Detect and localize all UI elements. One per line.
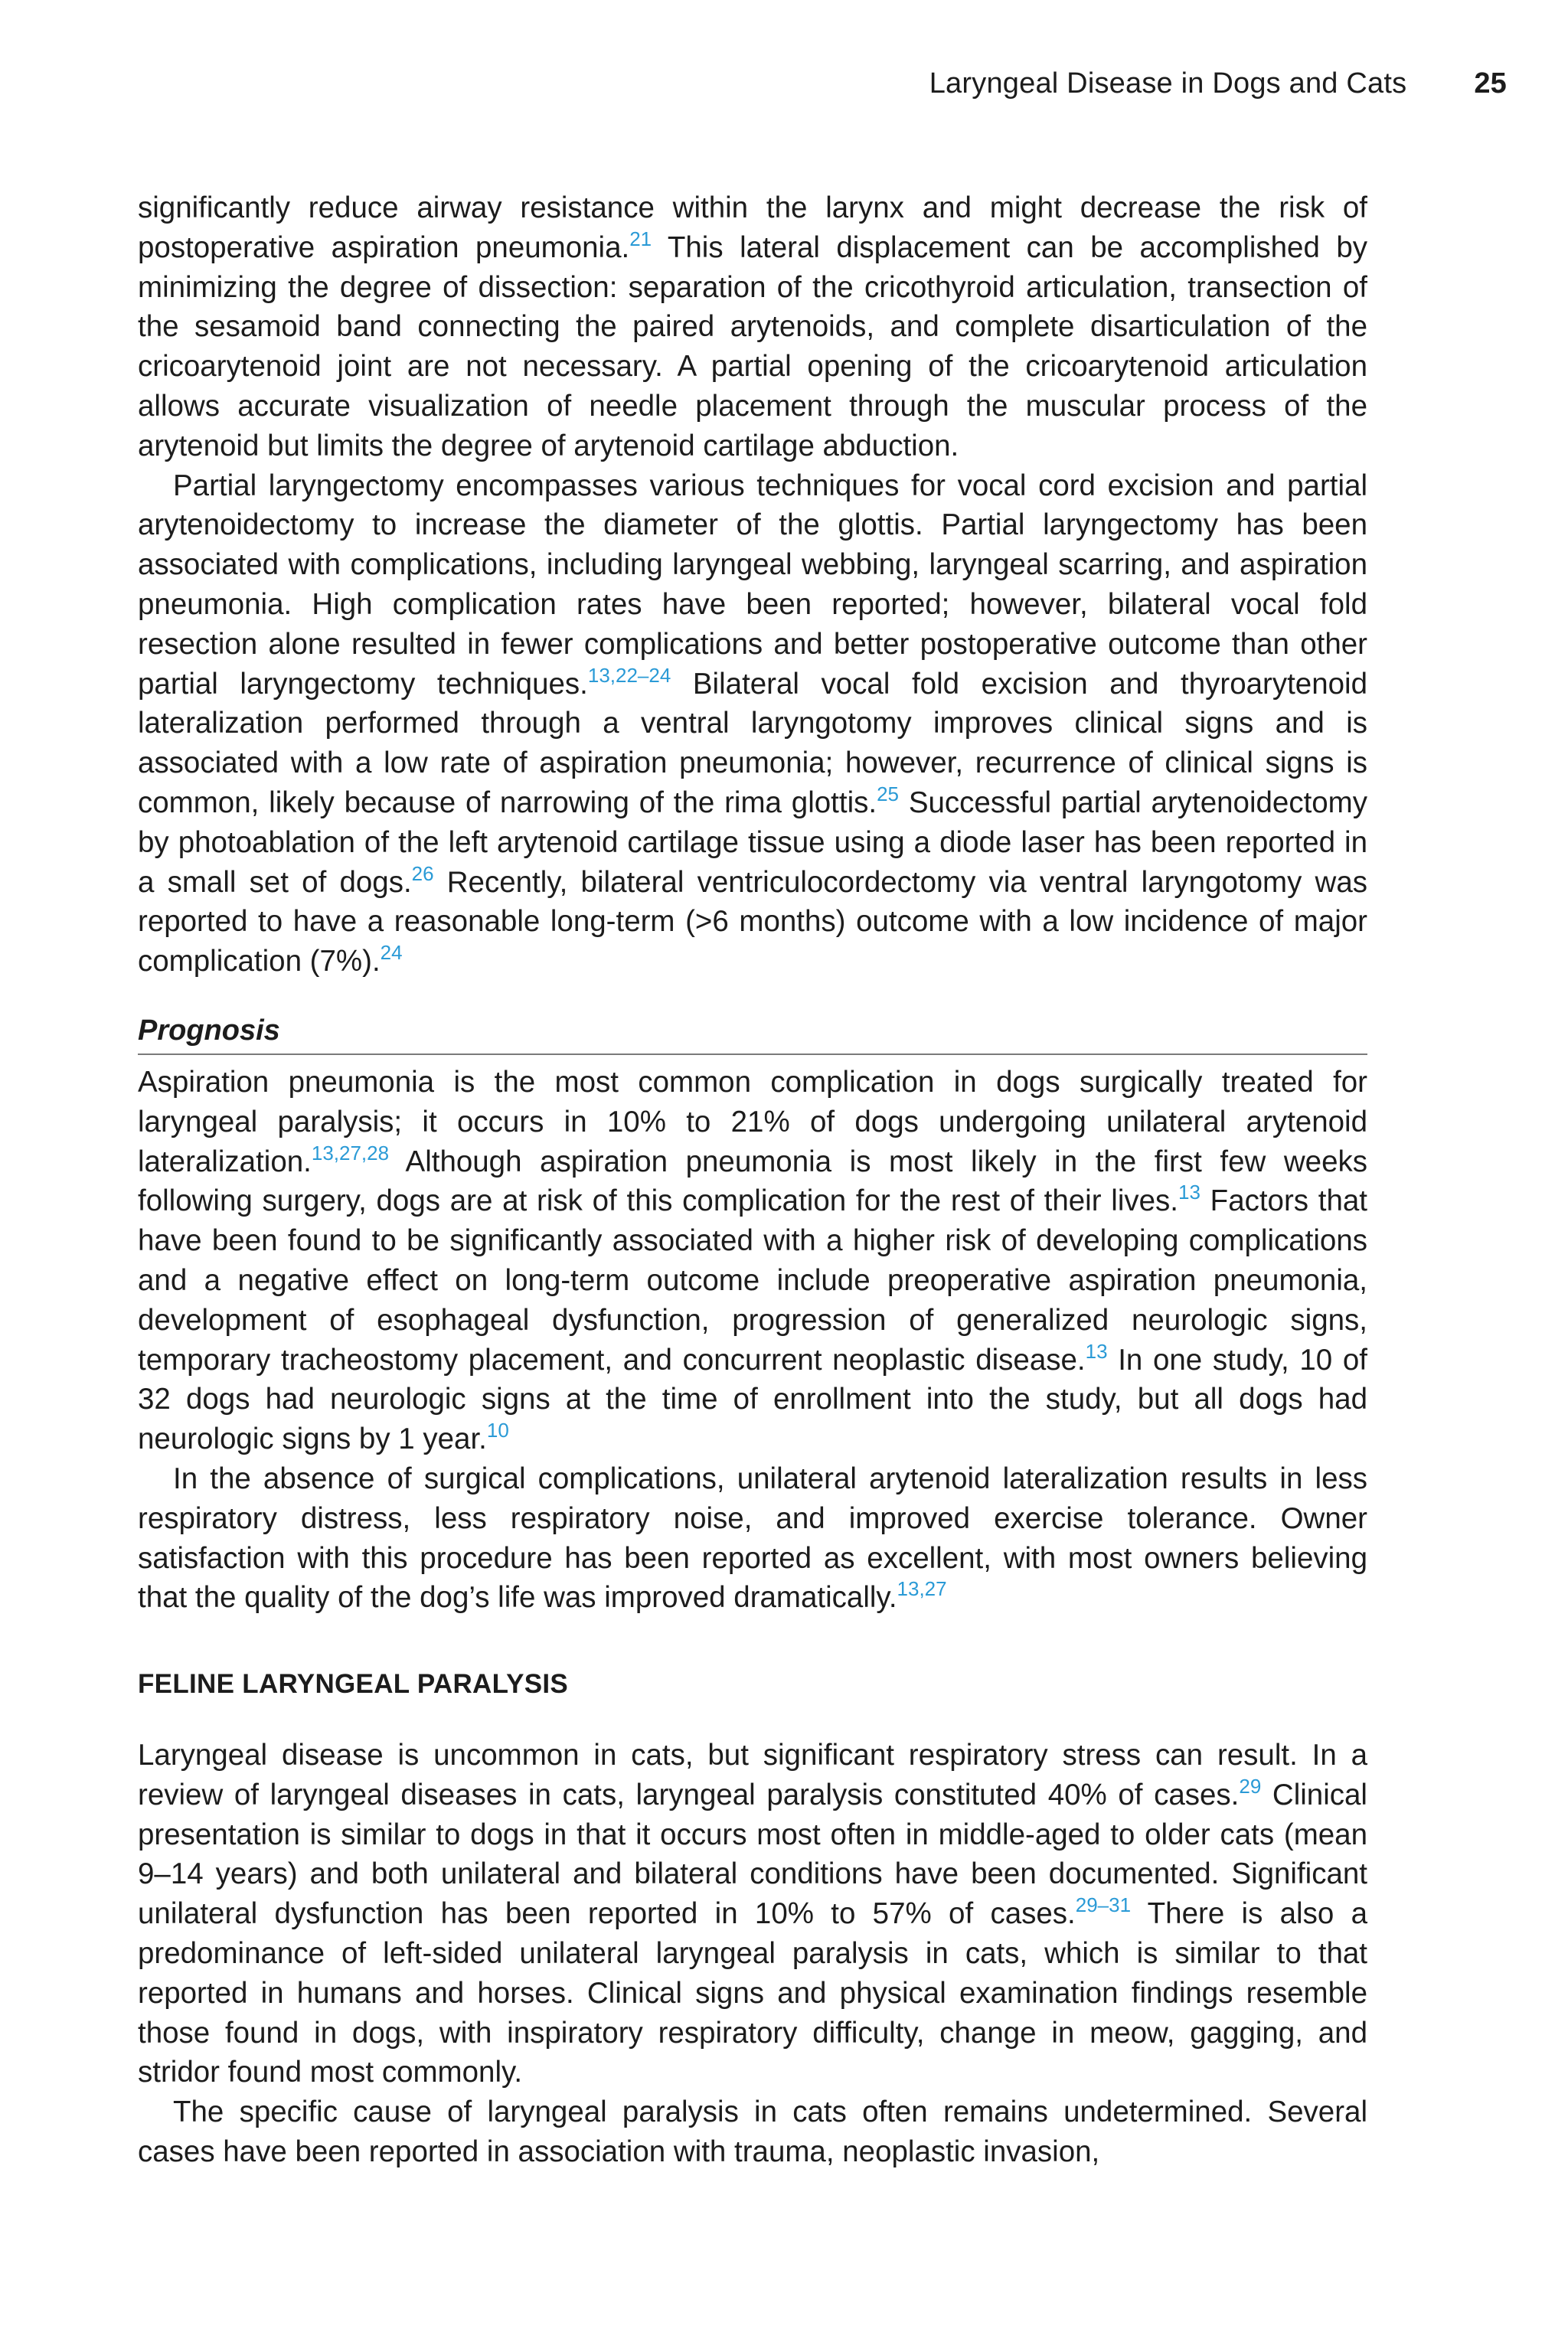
prognosis-heading: Prognosis — [138, 1011, 1367, 1055]
paragraph-text: The specific cause of laryngeal paralysis in cats often remains undetermined. Several cases have been reported in association with trauma, neoplastic invasion, — [138, 2096, 1367, 2169]
paragraph-text: There is also a predominance of left-sided unilateral laryngeal paralysis in cats, which is similar to that reported in humans and horses. Clinical signs and physical examination findings resemble those found in dogs, with inspiratory respiratory difficulty, change in meow, gagging, and stridor found most commonly. — [138, 1897, 1367, 2089]
paragraph-prognosis-complications — [138, 1063, 1367, 1459]
paragraph-partial-laryngectomy — [138, 466, 1367, 982]
citation-ref[interactable]: 13 — [1085, 1339, 1108, 1363]
paragraph-feline-overview — [138, 1736, 1367, 2092]
running-head — [0, 64, 1507, 103]
citation-ref[interactable]: 21 — [629, 227, 652, 250]
citation-ref[interactable]: 24 — [380, 941, 403, 965]
citation-ref[interactable]: 29–31 — [1075, 1893, 1132, 1917]
paragraph-text: Although aspiration pneumonia is most likely in the first few weeks following surgery, dogs are at risk of this complication for the rest of their lives. — [138, 1145, 1367, 1218]
citation-ref[interactable]: 13,22–24 — [587, 663, 671, 687]
paragraph-text: Clinical presentation is similar to dogs in that it occurs most often in middle-aged to older cats (mean 9–14 years) and both unilateral and bilateral conditions have been documented. Significant unilateral dysfunction has been reported in 10% to 57% of cases. — [138, 1778, 1367, 1931]
feline-section-heading: FELINE LARYNGEAL PARALYSIS — [138, 1669, 569, 1700]
paragraph-text: This lateral displacement can be accomplished by minimizing the degree of dissection: separation of the cricothyroid articulation, transection of the sesamoid band connecting the paired arytenoids, and complete disarticulation of the cricoarytenoid joint are not necessary. A partial opening of the cricoarytenoid articulation allows accurate visualization of needle placement through the muscular process of the arytenoid but limits the degree of arytenoid cartilage abduction. — [138, 230, 1367, 462]
paragraph-text: Laryngeal disease is uncommon in cats, but significant respiratory stress can result. In a review of laryngeal diseases in cats, laryngeal paralysis constituted 40% of cases. — [138, 1739, 1367, 1811]
citation-ref[interactable]: 13,27 — [897, 1577, 947, 1601]
paragraph-text: Recently, bilateral ventriculocordectomy via ventral laryngotomy was reported to have a reasonable long-term (>6 months) outcome with a low incidence of major complication (7%). — [138, 865, 1367, 978]
running-title: Laryngeal Disease in Dogs and Cats — [929, 67, 1407, 100]
article-body — [138, 188, 1367, 2172]
citation-ref[interactable]: 10 — [486, 1419, 509, 1442]
citation-ref[interactable]: 13,27,28 — [311, 1141, 390, 1165]
citation-ref[interactable]: 26 — [411, 861, 434, 885]
citation-ref[interactable]: 13 — [1178, 1181, 1200, 1204]
paragraph-text: Successful partial arytenoidectomy by photoablation of the left arytenoid cartilage tissue using a diode laser has been reported in a small set of dogs. — [138, 786, 1368, 899]
paragraph-text: Partial laryngectomy encompasses various techniques for vocal cord excision and partial arytenoidectomy to increase the diameter of the glottis. Partial laryngectomy has been associated with complications, including laryngeal webbing, laryngeal scarring, and aspiration pneumonia. High complication rates have been reported; however, bilateral vocal fold resection alone resulted in fewer complications and better postoperative outcome than other partial laryngectomy techniques. — [138, 469, 1367, 701]
paragraph-text: significantly reduce airway resistance within the larynx and might decrease the risk of postoperative aspiration pneumonia. — [138, 191, 1367, 264]
paragraph-text: In the absence of surgical complications, unilateral arytenoid lateralization results in less respiratory distress, less respiratory noise, and improved exercise tolerance. Owner satisfaction with this procedure has been reported as excellent, with most owners believing that the quality of the dog’s life was improved dramatically. — [138, 1462, 1367, 1615]
citation-ref[interactable]: 29 — [1239, 1774, 1262, 1798]
paragraph-text: Aspiration pneumonia is the most common complication in dogs surgically treated for laryngeal paralysis; it occurs in 10% to 21% of dogs undergoing unilateral arytenoid lateralization. — [138, 1065, 1367, 1178]
paragraph-text: Bilateral vocal fold excision and thyroarytenoid lateralization performed through a ventral laryngotomy improves clinical signs and is associated with a low rate of aspiration pneumonia; however, recurrence of clinical signs is common, likely because of narrowing of the rima glottis. — [138, 667, 1368, 819]
paragraph-feline-cause — [138, 2092, 1367, 2172]
paragraph-text: Factors that have been found to be significantly associated with a higher risk of developing complications and a negative effect on long-term outcome include preoperative aspiration pneumonia, development of esophageal dysfunction, progression of generalized neurologic signs, temporary tracheostomy placement, and concurrent neoplastic disease. — [138, 1184, 1367, 1377]
paragraph-aspiration-risk — [138, 188, 1367, 466]
paragraph-prognosis-outcome — [138, 1459, 1367, 1618]
citation-ref[interactable]: 25 — [877, 782, 899, 805]
paragraph-text: In one study, 10 of 32 dogs had neurologic signs at the time of enrollment into the study, but all dogs had neurologic signs by 1 year. — [138, 1343, 1367, 1456]
page-number: 25 — [1474, 67, 1507, 100]
